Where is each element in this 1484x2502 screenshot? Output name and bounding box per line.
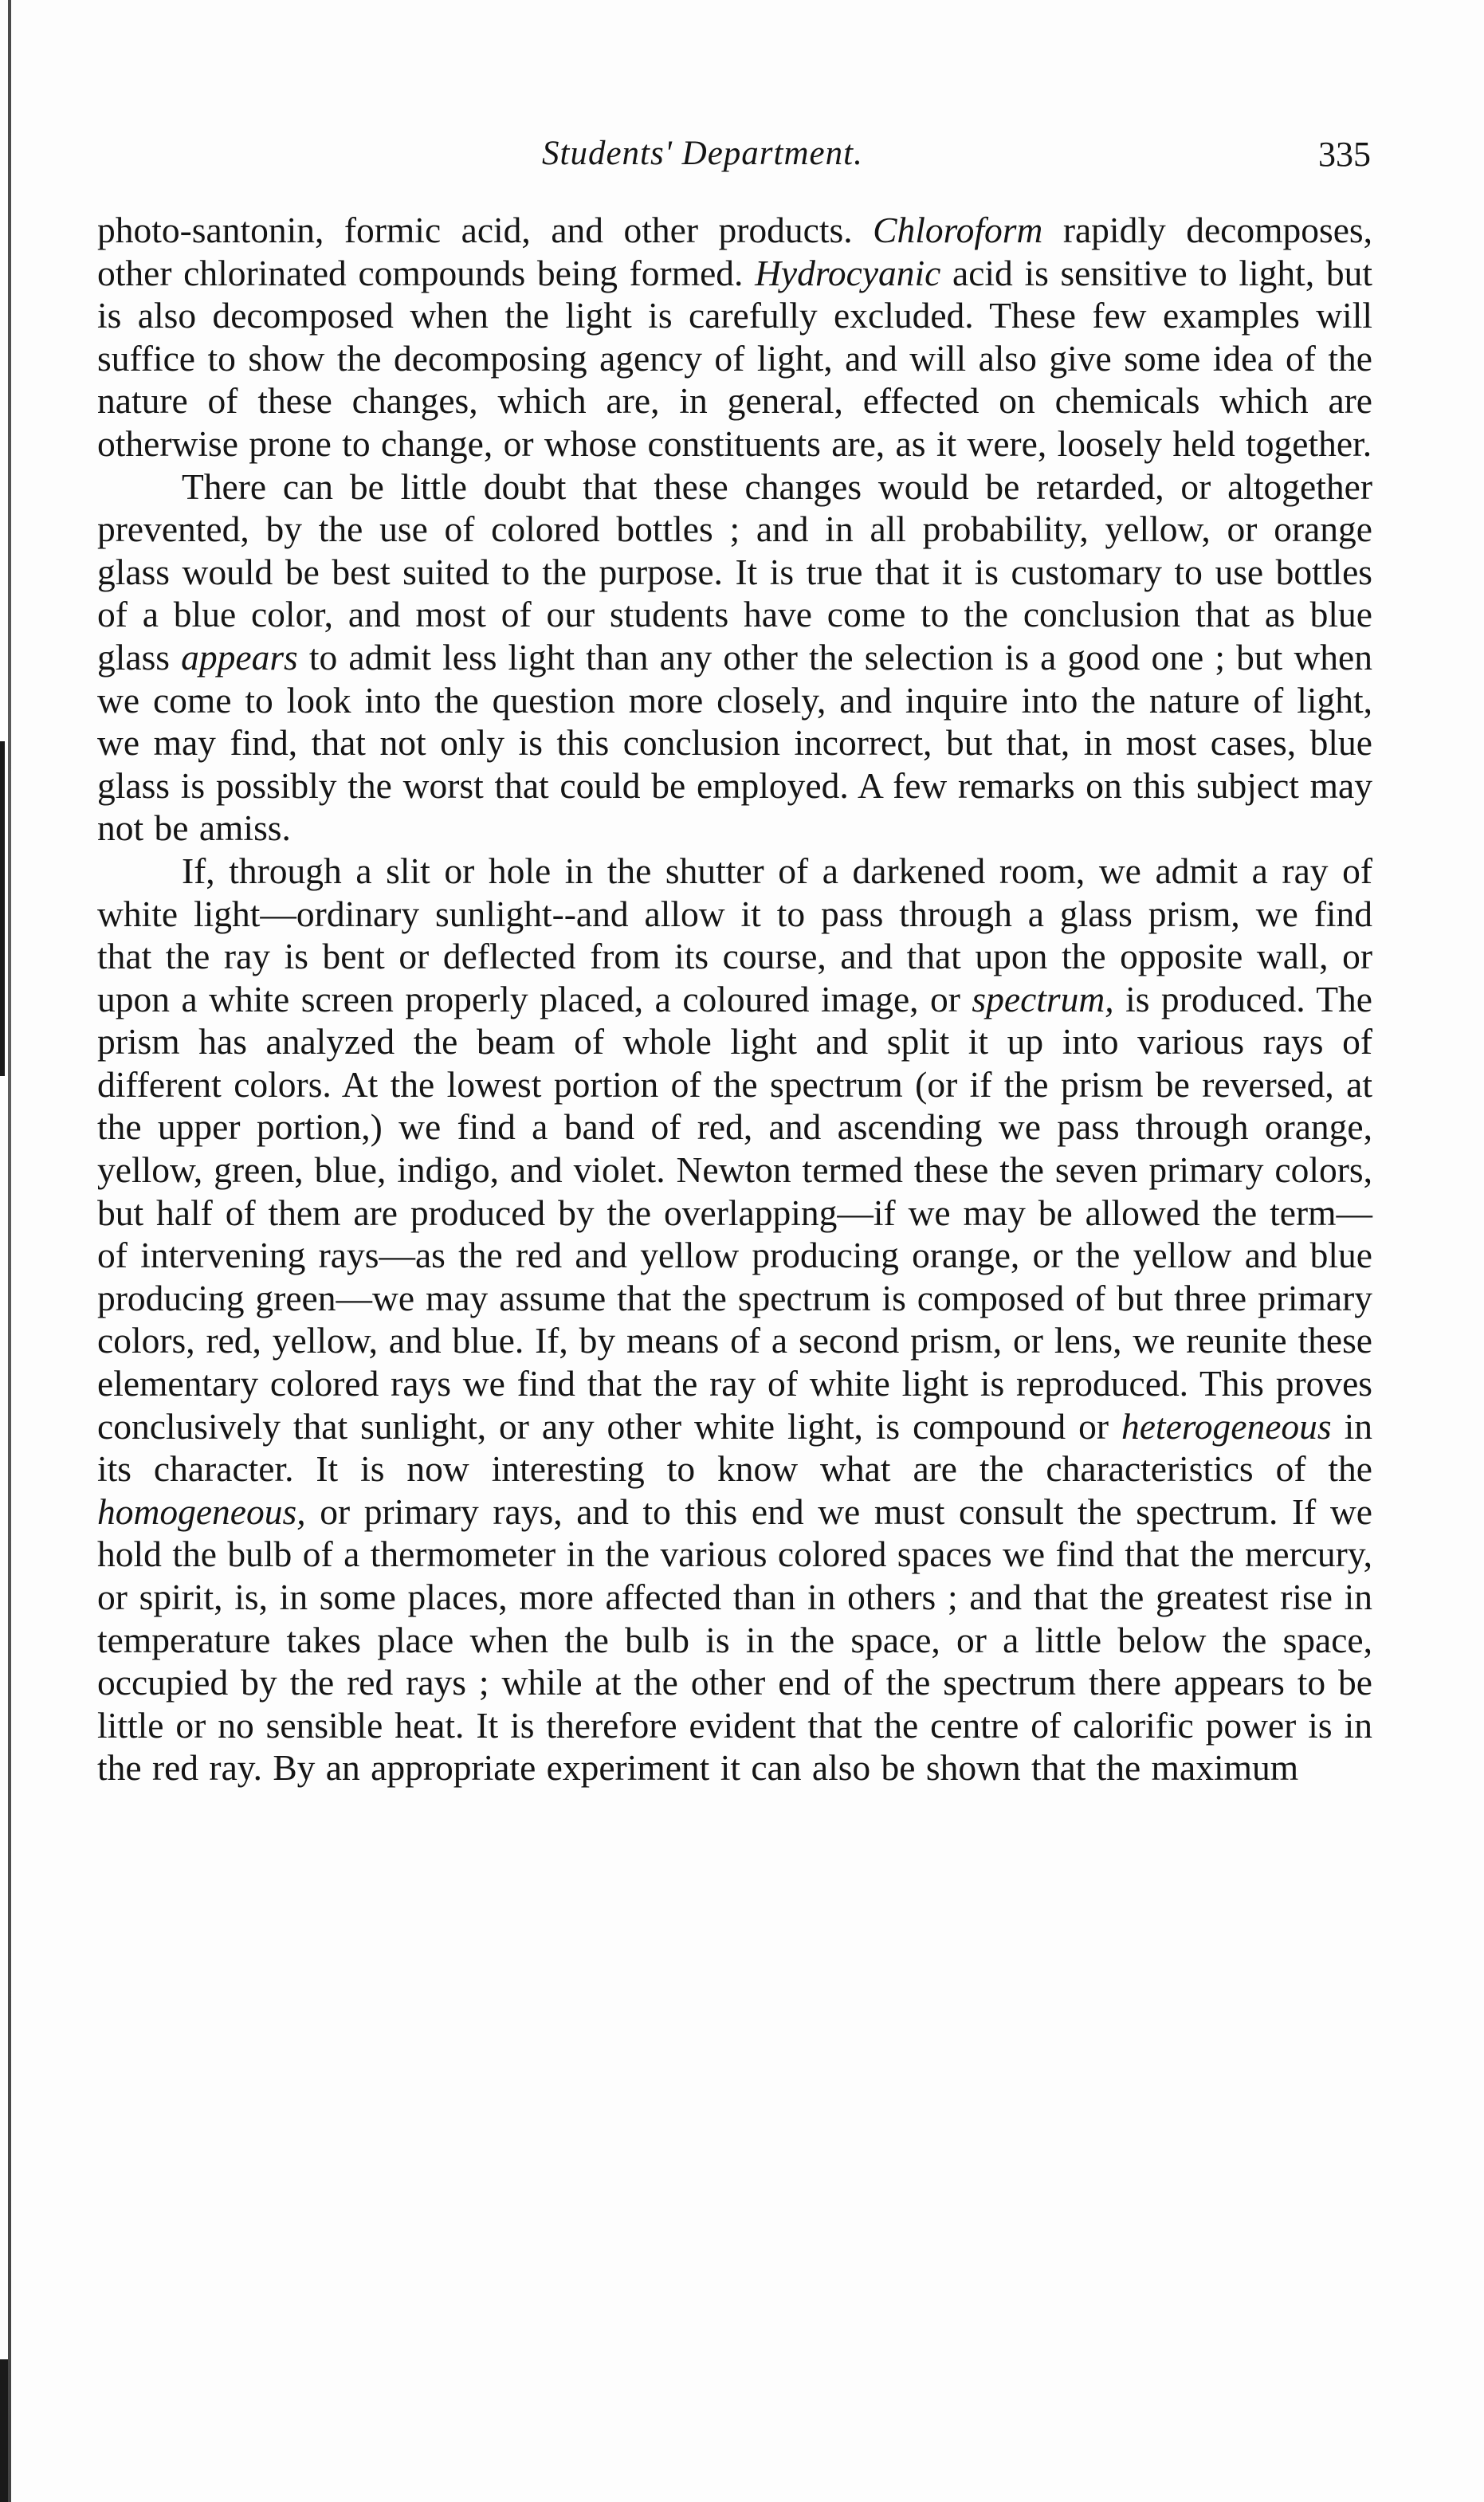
running-title: Students' Department. [542, 135, 863, 172]
italic-term: spectrum, [972, 978, 1114, 1019]
italic-term: homogeneous, [97, 1491, 306, 1532]
paragraph-1: photo-santonin, formic acid, and other products. Chloroform rapidly decomposes, other chlorinated compounds being formed. Hydrocyanic acid is sensitive to light, but is also decomposed when the light is carefully excluded. These few examples will suffice to show the decomposing agency of light, and will also give some idea of the nature of these changes, which are, in general, effected on chemicals which are otherwise prone to change, or whose constituents are, as it were, loosely held together. [97, 210, 1372, 464]
italic-term: Hydrocyanic [755, 252, 941, 293]
page-number: 335 [1318, 135, 1371, 174]
binding-shadow [0, 2359, 8, 2502]
italic-term: appears [181, 636, 298, 678]
paragraph-3: If, through a slit or hole in the shutter of a darkened room, we admit a ray of white light—ordinary sunlight--and allow it to pass through a glass prism, we find that the ray is bent or deflected from its course, and that upon the opposite wall, or upon a white screen properly placed, a coloured image, or spectrum, is produced. The prism has analyzed the beam of whole light and split it up into various rays of different colors. At the lowest portion of the spectrum (or if the prism be reversed, at the upper portion,) we find a band of red, and ascending we pass through orange, yellow, green, blue, indigo, and violet. Newton termed these the seven primary colors, but half of them are produced by the overlapping—if we may be allowed the term—of intervening rays—as the red and yellow producing orange, or the yellow and blue producing green—we may assume that the spectrum is composed of but three primary colors, red, yellow, and blue. If, by means of a second prism, or lens, we reunite these elementary colored rays we find that the ray of white light is reproduced. This proves conclusively that sunlight, or any other white light, is compound or heterogeneous in its character. It is now interesting to know what are the characteristics of the homogeneous, or primary rays, and to this end we must consult the spectrum. If we hold the bulb of a thermometer in the various colored spaces we find that the mercury, or spirit, is, in some places, more affected than in others ; and that the greatest rise in temperature takes place when the bulb is in the space, or a little below the space, occupied by the red rays ; while at the other end of the spectrum there appears to be little or no sensible heat. It is therefore evident that the centre of calorific power is in the red ray. By an appropriate experiment it can also be shown that the maximum [97, 850, 1373, 1789]
paragraph-2: There can be little doubt that these changes would be retarded, or altogether prevented, by the use of colored bottles ; and in all probability, yellow, or orange glass would be best suited to the purpose. It is true that it is customary to use bottles of a blue color, and most of our students have come to the conclusion that as blue glass appears to admit less light than any other the selection is a good one ; but when we come to look into the question more closely, and inquire into the nature of light, we may find, that not only is this conclusion incorrect, but that, in most cases, blue glass is possibly the worst that could be employed. A few remarks on this subject may not be amiss. [97, 465, 1372, 849]
binding-edge [8, 0, 11, 2502]
body-text [97, 209, 1372, 1789]
italic-term: Chloroform [873, 210, 1043, 250]
italic-term: heterogeneous [1121, 1405, 1332, 1447]
page-header [112, 134, 1371, 190]
binding-shadow [0, 741, 5, 1076]
